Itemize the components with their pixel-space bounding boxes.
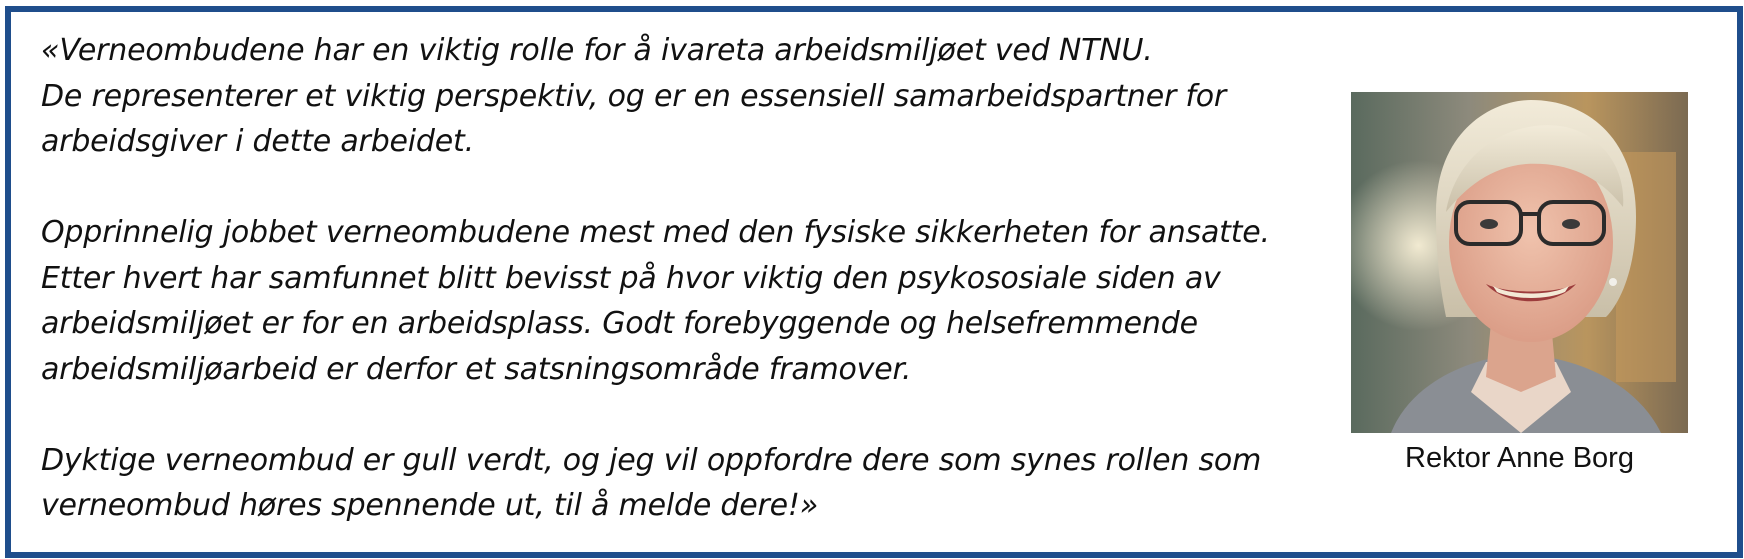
quote-line: arbeidsmiljøarbeid er derfor et satsningsområde framover. (41, 351, 912, 387)
quote-line: Dyktige verneombud er gull verdt, og jeg vil oppfordre dere som synes rollen som (41, 442, 1262, 478)
quote-text (41, 28, 1341, 529)
quote-line: arbeidsmiljøet er for en arbeidsplass. Godt forebyggende og helsefremmende (41, 306, 1198, 341)
portrait-photo (1351, 92, 1688, 433)
quote-line: Opprinnelig jobbet verneombudene mest med den fysiske sikkerheten for ansatte. (41, 215, 1270, 250)
quote-line: Etter hvert har samfunnet blitt bevisst på hvor viktig den psykososiale siden av (41, 260, 1221, 296)
quote-line: verneombud høres spennende ut, til å melde dere!» (41, 488, 819, 523)
quote-paragraph (41, 28, 1341, 165)
quote-paragraph (41, 438, 1341, 529)
quote-box (5, 6, 1743, 558)
quote-paragraph (41, 210, 1341, 392)
quote-line: arbeidsgiver i dette arbeidet. (41, 124, 474, 159)
quote-line: De representerer et viktig perspektiv, og er en essensiell samarbeidspartner for (41, 78, 1227, 114)
quote-line: «Verneombudene har en viktig rolle for å ivareta arbeidsmiljøet ved NTNU. (41, 33, 1153, 68)
portrait-caption: Rektor Anne Borg (1405, 442, 1634, 474)
